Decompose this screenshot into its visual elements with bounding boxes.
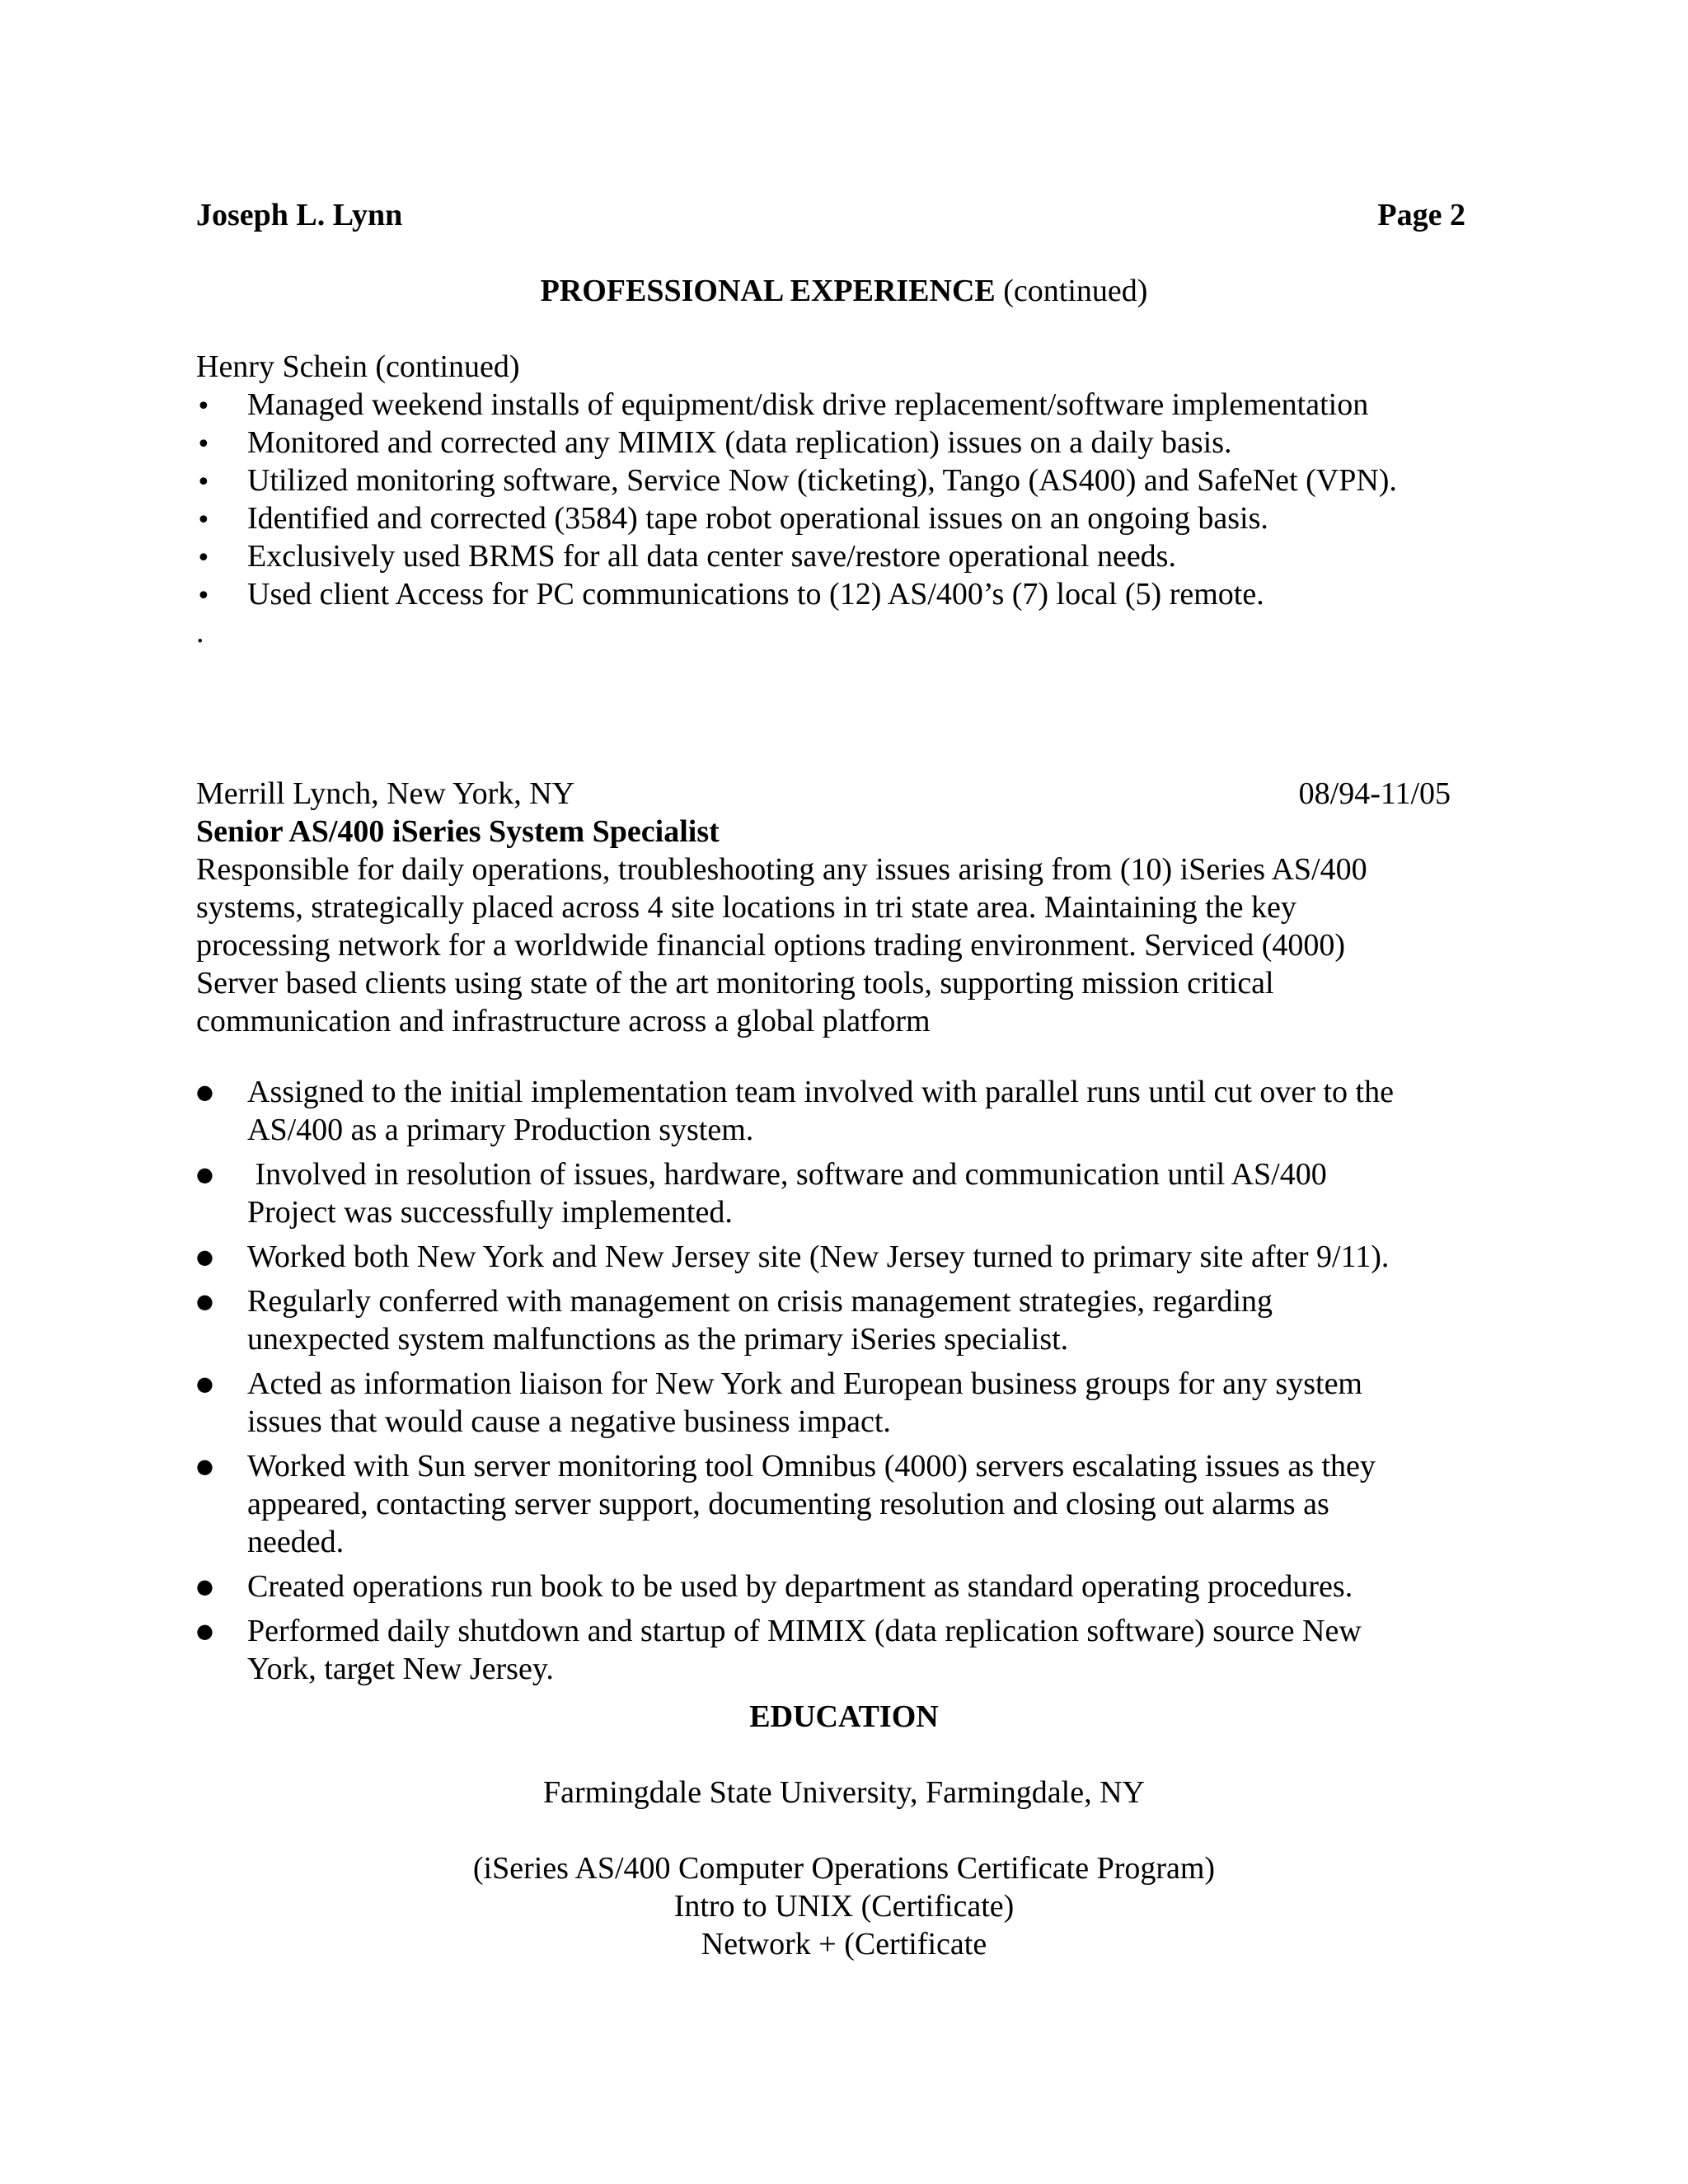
bullet-icon <box>196 1365 229 1406</box>
education-item: Network + (Certificate <box>701 1927 987 1961</box>
job2-summary <box>196 851 1482 1040</box>
job2-bullet-block <box>196 1073 1482 1694</box>
section-title-suffix: (continued) <box>1003 274 1148 308</box>
section-title-main: PROFESSIONAL EXPERIENCE <box>540 274 996 308</box>
list-item: ● Involved in resolution of issues, hardware, software and communication until AS/400 Project was successfully implemented. <box>196 1155 1482 1231</box>
list-item: ● Regularly conferred with management on crisis management strategies, regarding unexpected system malfunctions as the primary iSeries specialist. <box>196 1282 1482 1358</box>
list-item: • Used client Access for PC communications to (12) AS/400’s (7) local (5) remote. <box>196 575 1482 613</box>
list-item: ● Assigned to the initial implementation team involved with parallel runs until cut over to the AS/400 as a primary Production system. <box>196 1073 1482 1149</box>
list-item: • Utilized monitoring software, Service Now (ticketing), Tango (AS400) and SafeNet (VPN). <box>196 462 1482 499</box>
list-item: ● Performed daily shutdown and startup of MIMIX (data replication software) source New York, target New Jersey. <box>196 1612 1482 1688</box>
job2-header-row <box>196 775 1451 813</box>
list-item: ● Created operations run book to be used by department as standard operating procedures. <box>196 1568 1482 1605</box>
bullet-icon <box>196 1238 229 1279</box>
candidate-name: Joseph L. Lynn <box>196 198 403 232</box>
education-school: Farmingdale State University, Farmingdale, NY <box>543 1775 1145 1810</box>
education-item: (iSeries AS/400 Computer Operations Certificate Program) <box>472 1851 1216 1886</box>
stray-period: . <box>196 615 204 649</box>
job1-bullet-list <box>196 386 1482 613</box>
bullet-icon <box>196 462 229 502</box>
list-item: • Identified and corrected (3584) tape robot operational issues on an ongoing basis. <box>196 499 1482 537</box>
list-item: • Exclusively used BRMS for all data center save/restore operational needs. <box>196 537 1482 575</box>
bullet-icon <box>196 575 229 616</box>
summary-line: systems, strategically placed across 4 site locations in tri state area. Maintaining the key <box>196 890 1296 925</box>
education-item: Intro to UNIX (Certificate) <box>673 1889 1015 1924</box>
bullet-icon <box>196 537 229 578</box>
bullet-icon <box>196 1612 229 1653</box>
list-item: • Monitored and corrected any MIMIX (data replication) issues on a daily basis. <box>196 424 1482 462</box>
bullet-icon <box>196 386 229 426</box>
bullet-icon <box>196 499 229 540</box>
job2-dates: 08/94-11/05 <box>1298 776 1451 811</box>
job-henry-schein <box>196 348 1482 651</box>
list-item: • Managed weekend installs of equipment/disk drive replacement/software implementation <box>196 386 1482 424</box>
bullet-icon <box>196 1155 229 1197</box>
summary-line: processing network for a worldwide financial options trading environment. Serviced (4000) <box>196 928 1346 963</box>
bullet-icon <box>196 1568 229 1609</box>
list-item: ● Acted as information liaison for New York and European business groups for any system issues that would cause a negative business impact. <box>196 1365 1482 1441</box>
page-number: Page 2 <box>1377 198 1465 232</box>
bullet-icon <box>196 1073 229 1114</box>
job2-company: Merrill Lynch, New York, NY <box>196 776 575 811</box>
summary-line: communication and infrastructure across a global platform <box>196 1004 931 1038</box>
summary-line: Server based clients using state of the art monitoring tools, supporting mission critical <box>196 966 1274 1001</box>
bullet-icon <box>196 424 229 464</box>
job-merrill-lynch <box>196 813 1482 1040</box>
list-item: ● Worked with Sun server monitoring tool Omnibus (4000) servers escalating issues as they appeared, contacting server support, documenting resolution and closing out alarms as needed. <box>196 1447 1482 1561</box>
bullet-icon <box>196 1447 229 1488</box>
summary-line: Responsible for daily operations, troubleshooting any issues arising from (10) iSeries AS/400 <box>196 852 1367 887</box>
section-title <box>0 272 1688 310</box>
list-item: ● Worked both New York and New Jersey site (New Jersey turned to primary site after 9/11). <box>196 1238 1482 1276</box>
bullet-icon <box>196 1282 229 1324</box>
job2-title: Senior AS/400 iSeries System Specialist <box>196 814 720 849</box>
job1-company: Henry Schein (continued) <box>196 349 520 384</box>
education-title: EDUCATION <box>749 1699 939 1734</box>
job2-bullet-list <box>196 1073 1482 1688</box>
